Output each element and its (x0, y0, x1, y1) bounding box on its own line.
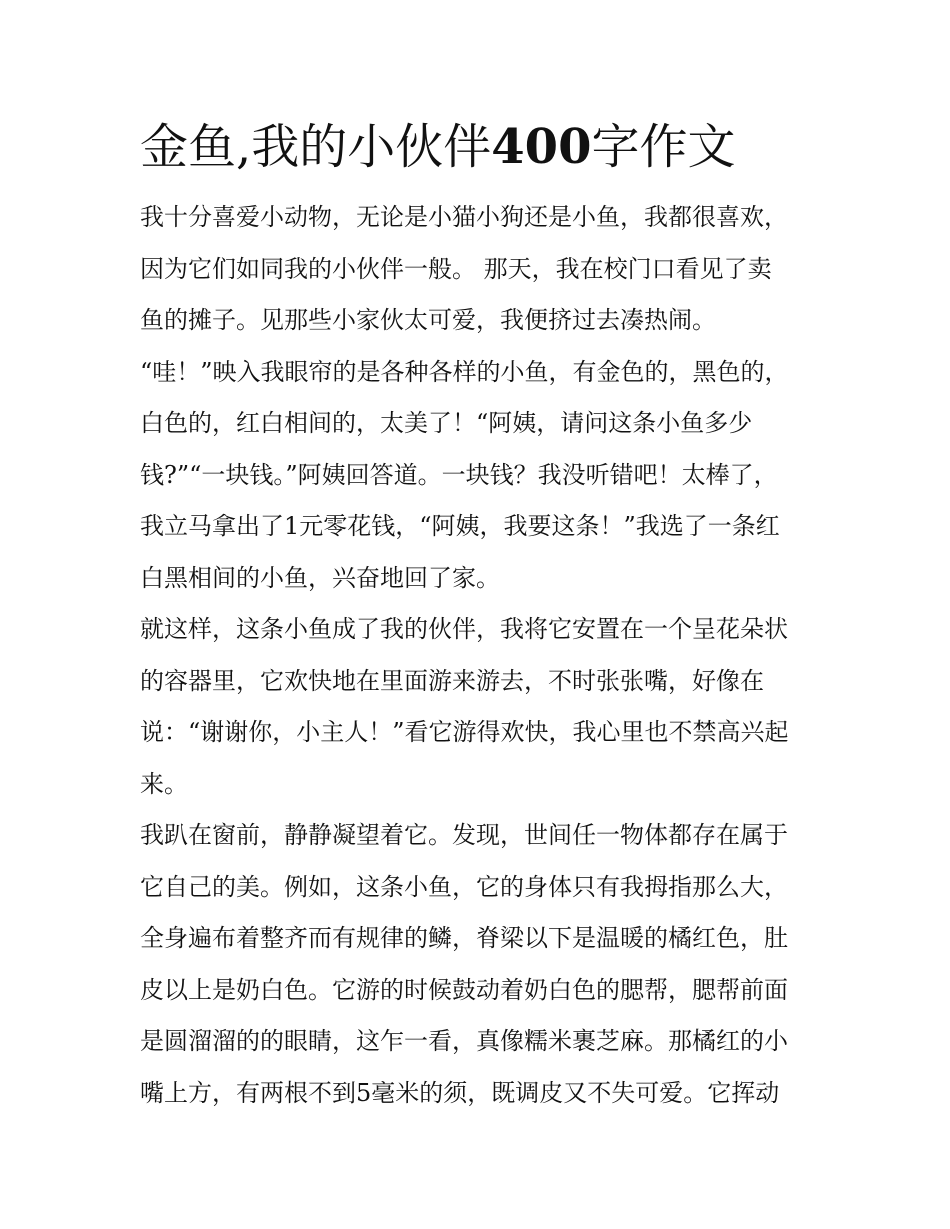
body-line: 来。 (140, 769, 188, 798)
body-line: 鱼的摊子。见那些小家伙太可爱，我便挤过去凑热闹。 (140, 306, 716, 334)
body-line: 我立马拿出了1元零花钱，“阿姨，我要这条！”我选了一条红 (140, 512, 780, 540)
body-line: 它自己的美。例如，这条小鱼，它的身体只有我拇指那么大， (140, 872, 788, 901)
document-title (140, 118, 815, 176)
title-text-part1: 金鱼,我的小伙伴 (140, 119, 492, 175)
body-line: 因为它们如同我的小伙伴一般。 那天，我在校门口看见了卖 (140, 254, 772, 283)
title-number: 400 (491, 119, 592, 175)
body-line: 我趴在窗前，静静凝望着它。发现，世间任一物体都存在属于 (140, 821, 788, 849)
body-line: “哇！”映入我眼帘的是各种各样的小鱼，有金色的，黑色的， (140, 357, 789, 386)
body-line: 全身遍布着整齐而有规律的鳞，脊梁以下是温暖的橘红色，肚 (140, 924, 788, 952)
document-body (140, 192, 815, 1119)
body-line: 白色的，红白相间的，太美了！“阿姨，请问这条小鱼多少 (140, 409, 753, 437)
body-line: 皮以上是奶白色。它游的时候鼓动着奶白色的腮帮，腮帮前面 (140, 975, 788, 1004)
document-page (140, 118, 815, 1119)
body-line: 是圆溜溜的的眼睛，这乍一看，真像糯米裹芝麻。那橘红的小 (140, 1027, 788, 1055)
body-line: 就这样，这条小鱼成了我的伙伴，我将它安置在一个呈花朵状 (140, 615, 788, 643)
body-line: 的容器里，它欢快地在里面游来游去，不时张张嘴，好像在 (140, 666, 764, 695)
body-line: 钱?”“一块钱。”阿姨回答道。一块钱？我没听错吧！太棒了， (140, 460, 778, 489)
title-text-part2: 字作文 (591, 119, 736, 175)
body-line: 说：“谢谢你，小主人！”看它游得欢快，我心里也不禁高兴起 (140, 718, 789, 746)
body-line: 白黑相间的小鱼，兴奋地回了家。 (140, 563, 500, 592)
body-line: 嘴上方，有两根不到5毫米的须，既调皮又不失可爱。它挥动 (140, 1078, 780, 1107)
body-line: 我十分喜爱小动物，无论是小猫小狗还是小鱼，我都很喜欢， (140, 203, 788, 231)
